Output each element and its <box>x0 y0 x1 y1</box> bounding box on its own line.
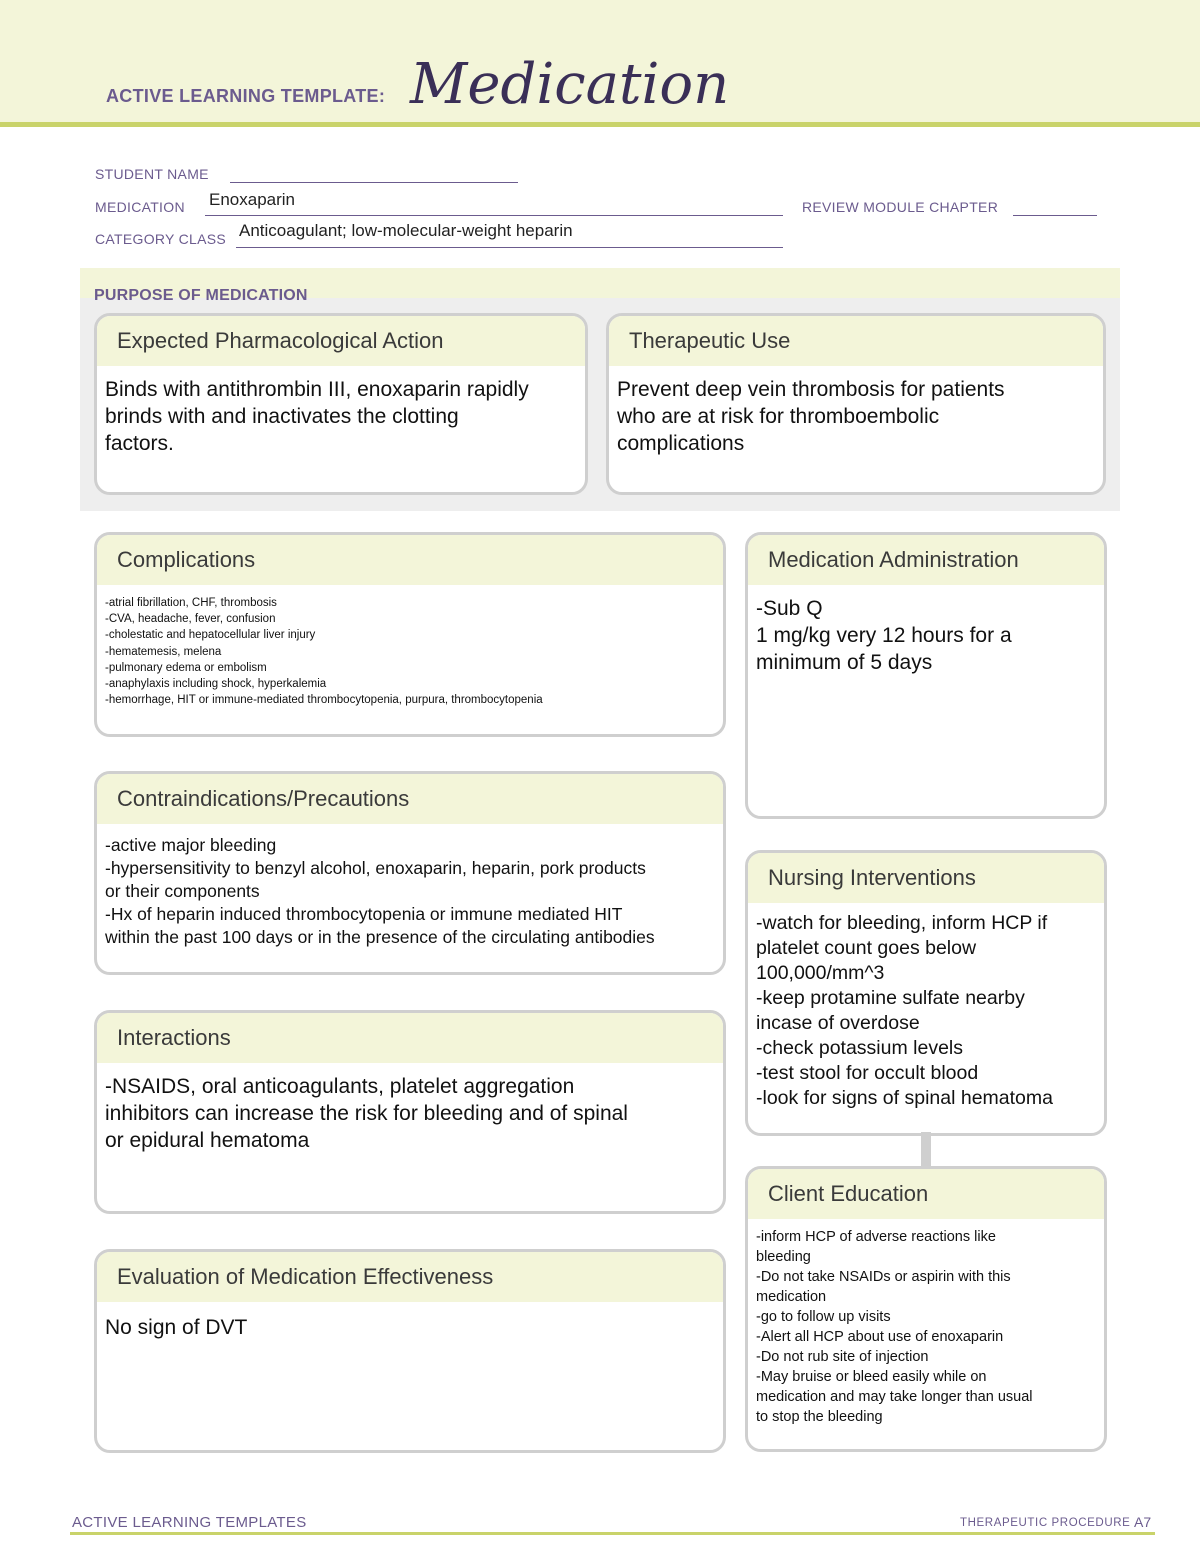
therapeutic-use-title: Therapeutic Use <box>609 316 1103 366</box>
complications-card <box>94 532 726 737</box>
nursing-interventions-title: Nursing Interventions <box>748 853 1104 903</box>
text-line: -Alert all HCP about use of enoxaparin <box>756 1329 1004 1345</box>
review-module-field[interactable] <box>1013 215 1097 216</box>
text-line: -watch for bleeding, inform HCP if <box>756 912 1048 934</box>
template-header <box>0 0 1200 127</box>
text-line: medication <box>756 1289 827 1305</box>
text-line: 1 mg/kg very 12 hours for a <box>756 624 1012 647</box>
client-education-text[interactable] <box>748 1219 1104 1433</box>
expected-action-text[interactable] <box>97 366 585 463</box>
text-line: minimum of 5 days <box>756 651 933 674</box>
category-class-value: Anticoagulant; low-molecular-weight heparin <box>239 221 573 240</box>
text-line: -May bruise or bleed easily while on <box>756 1369 987 1385</box>
footer-left-label: ACTIVE LEARNING TEMPLATES <box>72 1514 307 1531</box>
text-line: or epidural hematoma <box>105 1129 310 1152</box>
nursing-interventions-text[interactable] <box>748 903 1104 1117</box>
text-line: -go to follow up visits <box>756 1309 891 1325</box>
category-class-label: CATEGORY CLASS <box>95 231 227 247</box>
evaluation-text[interactable] <box>97 1302 723 1347</box>
text-line: -Do not rub site of injection <box>756 1349 929 1365</box>
text-line: within the past 100 days or in the presence of the circulating antibodies <box>105 927 655 947</box>
text-line: platelet count goes below <box>756 937 977 959</box>
text-line: -hypersensitivity to benzyl alcohol, enoxaparin, heparin, pork products <box>105 858 646 878</box>
contraindications-title: Contraindications/Precautions <box>97 774 723 824</box>
text-line: -check potassium levels <box>756 1037 963 1059</box>
text-line: brinds with and inactivates the clotting <box>105 405 459 428</box>
text-line: No sign of DVT <box>105 1316 248 1339</box>
complications-text[interactable] <box>97 585 723 714</box>
text-line: or their components <box>105 881 260 901</box>
text-line: -active major bleeding <box>105 835 277 855</box>
footer-page-number: A7 <box>1134 1514 1152 1530</box>
interactions-card <box>94 1010 726 1214</box>
text-line: 100,000/mm^3 <box>756 962 885 984</box>
therapeutic-use-card <box>606 313 1106 495</box>
complications-title: Complications <box>97 535 723 585</box>
expected-action-title: Expected Pharmacological Action <box>97 316 585 366</box>
administration-text[interactable] <box>748 585 1104 682</box>
purpose-label: PURPOSE OF MEDICATION <box>94 287 308 304</box>
medication-value: Enoxaparin <box>209 190 296 209</box>
therapeutic-use-text[interactable] <box>609 366 1103 463</box>
client-education-title: Client Education <box>748 1169 1104 1219</box>
connector-bar <box>921 1132 931 1168</box>
interactions-title: Interactions <box>97 1013 723 1063</box>
contraindications-text[interactable] <box>97 824 723 955</box>
text-line: -CVA, headache, fever, confusion <box>105 613 276 626</box>
text-line: medication and may take longer than usual <box>756 1389 1033 1405</box>
medication-field[interactable] <box>205 215 783 216</box>
text-line: factors. <box>105 432 174 455</box>
text-line: -keep protamine sulfate nearby <box>756 987 1025 1009</box>
administration-card <box>745 532 1107 819</box>
text-line: -atrial fibrillation, CHF, thrombosis <box>105 597 277 609</box>
category-class-field[interactable] <box>236 247 783 248</box>
interactions-text[interactable] <box>97 1063 723 1160</box>
text-line: complications <box>617 432 745 455</box>
administration-title: Medication Administration <box>748 535 1104 585</box>
nursing-interventions-card <box>745 850 1107 1136</box>
text-line: -hemorrhage, HIT or immune-mediated thrombocytopenia, purpura, thrombocytopenia <box>105 694 543 707</box>
text-line: -NSAIDS, oral anticoagulants, platelet aggregation <box>105 1075 575 1098</box>
text-line: -Do not take NSAIDs or aspirin with this <box>756 1269 1011 1285</box>
text-line: Binds with antithrombin III, enoxaparin rapidly <box>105 378 529 401</box>
student-name-field[interactable] <box>230 182 518 183</box>
client-education-card <box>745 1166 1107 1452</box>
text-line: -pulmonary edema or embolism <box>105 661 267 674</box>
text-line: inhibitors can increase the risk for bleeding and of spinal <box>105 1102 628 1125</box>
footer-rule <box>70 1532 1155 1535</box>
text-line: -Sub Q <box>756 597 823 620</box>
text-line: to stop the bleeding <box>756 1409 883 1425</box>
text-line: -hematemesis, melena <box>105 645 222 658</box>
text-line: -cholestatic and hepatocellular liver injury <box>105 629 316 642</box>
text-line: -anaphylaxis including shock, hyperkalemia <box>105 678 327 691</box>
text-line: -Hx of heparin induced thrombocytopenia or immune mediated HIT <box>105 904 623 924</box>
text-line: bleeding <box>756 1249 811 1265</box>
text-line: -test stool for occult blood <box>756 1062 979 1084</box>
footer-right-label: THERAPEUTIC PROCEDURE <box>960 1517 1131 1529</box>
contraindications-card <box>94 771 726 975</box>
review-module-label: REVIEW MODULE CHAPTER <box>802 199 999 215</box>
text-line: -inform HCP of adverse reactions like <box>756 1229 996 1245</box>
text-line: who are at risk for thromboembolic <box>617 405 940 428</box>
template-title: Medication <box>410 52 730 117</box>
evaluation-card <box>94 1249 726 1453</box>
text-line: -look for signs of spinal hematoma <box>756 1087 1053 1109</box>
text-line: incase of overdose <box>756 1012 920 1034</box>
template-prefix: ACTIVE LEARNING TEMPLATE: <box>106 86 386 106</box>
evaluation-title: Evaluation of Medication Effectiveness <box>97 1252 723 1302</box>
expected-action-card <box>94 313 588 495</box>
text-line: Prevent deep vein thrombosis for patients <box>617 378 1005 401</box>
student-name-label: STUDENT NAME <box>95 166 209 182</box>
medication-label: MEDICATION <box>95 199 185 215</box>
